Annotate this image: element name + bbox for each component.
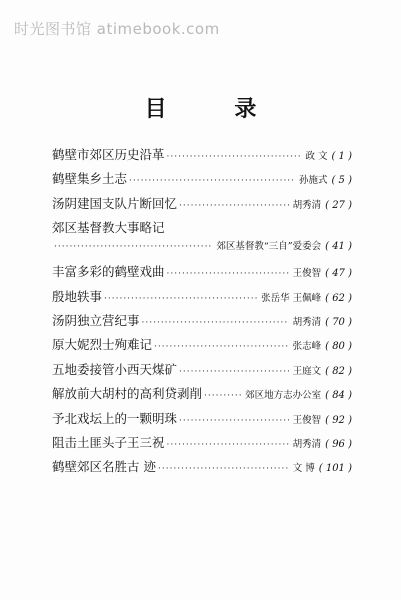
toc-entry-page: ( 84 ) [325, 390, 352, 402]
toc-entry-title: 殷地轶事 [52, 288, 103, 304]
toc-entry-title: 解放前大胡村的高利贷剥削 [52, 386, 203, 402]
toc-entry-title: 鹤壁集乡土志 [52, 171, 128, 187]
toc-entry-author: 文 博 [292, 463, 315, 475]
toc-entry-author: 王俊智 [292, 414, 322, 426]
toc-entry-page: ( 5 ) [331, 175, 352, 187]
toc-entry[interactable] [52, 218, 352, 258]
toc-entry-page: ( 92 ) [325, 414, 352, 426]
leader-dots [179, 201, 289, 211]
toc-entry-page: ( 47 ) [325, 268, 352, 280]
toc-entry-title: 鹤壁市郊区历史沿革 [52, 147, 165, 162]
leader-dots [204, 391, 241, 401]
leader-dots [158, 464, 289, 474]
toc-entry-page: ( 27 ) [325, 199, 352, 211]
toc-entry-title: 汤阴建国支队片断回忆 [52, 195, 178, 211]
toc-entry-title: 予北戏坛上的一颗明珠 [52, 410, 178, 426]
toc-entry-author: 胡秀清 [292, 199, 322, 211]
toc-entry-page: ( 70 ) [325, 316, 352, 328]
page-title: 目 录 [144, 96, 287, 122]
toc-entry-author: 张志峰 [292, 341, 322, 353]
toc-entry-author: 郊区地方志办公室 [245, 390, 322, 402]
toc-entry-author: 郊区基督教“三自”爱委会 [216, 241, 322, 253]
toc-entry-author: 政 文 [305, 151, 328, 162]
toc-entry-page: ( 62 ) [325, 292, 352, 304]
toc-entry-page: ( 1 ) [331, 151, 352, 162]
leader-dots [179, 367, 289, 377]
toc-entry-author: 张岳华 王佩峰 [261, 292, 322, 304]
toc-entry[interactable] [52, 433, 352, 457]
leader-dots [179, 416, 289, 426]
leader-dots [154, 342, 289, 352]
leader-dots [142, 318, 289, 328]
toc-entry[interactable] [52, 169, 352, 193]
toc-entry[interactable] [52, 384, 352, 408]
leader-dots [129, 176, 295, 186]
toc-entry-title: 丰富多彩的鹤壁戏曲 [52, 264, 165, 280]
toc-entry-title: 汤阴独立营纪事 [52, 312, 140, 328]
toc-entry-author: 孙施式 [298, 175, 328, 187]
toc-entry-page: ( 41 ) [325, 241, 352, 253]
toc-entry-title: 鹤壁郊区名胜古 迹 [52, 459, 156, 475]
toc-entry[interactable] [52, 360, 352, 384]
toc-entry-author: 胡秀清 [292, 438, 322, 450]
toc-entry[interactable] [52, 409, 352, 433]
toc-entry-page: ( 82 ) [325, 365, 352, 377]
toc-entry[interactable] [52, 194, 352, 218]
toc-entry[interactable] [52, 145, 352, 169]
leader-dots [54, 242, 212, 252]
toc-entry[interactable] [52, 457, 352, 481]
toc-entry-page: ( 101 ) [318, 463, 352, 475]
toc-entry-page: ( 96 ) [325, 438, 352, 450]
toc-entry-author: 王俊智 [292, 268, 322, 280]
leader-dots [167, 152, 302, 162]
toc-entry[interactable] [52, 311, 352, 335]
toc-entry-page: ( 80 ) [325, 341, 352, 353]
leader-dots [104, 294, 257, 304]
toc-entry-title: 原大妮烈士殉难记 [52, 337, 153, 353]
toc-entry[interactable] [52, 287, 352, 311]
toc-entry[interactable] [52, 335, 352, 359]
toc-entry-title: 五地委接管小西天煤矿 [52, 361, 178, 377]
leader-dots [167, 440, 289, 450]
toc-entry-author: 胡秀清 [292, 316, 322, 328]
leader-dots [167, 269, 289, 279]
toc-entry-author: 王庭文 [292, 365, 322, 377]
toc-entry-title: 阻击土匪头子王三祝 [52, 434, 165, 450]
table-of-contents [52, 145, 352, 482]
toc-entry-title: 郊区基督教大事略记 [52, 220, 165, 236]
toc-entry[interactable] [52, 262, 352, 286]
watermark: 时光图书馆 atimebook.com [14, 20, 220, 38]
